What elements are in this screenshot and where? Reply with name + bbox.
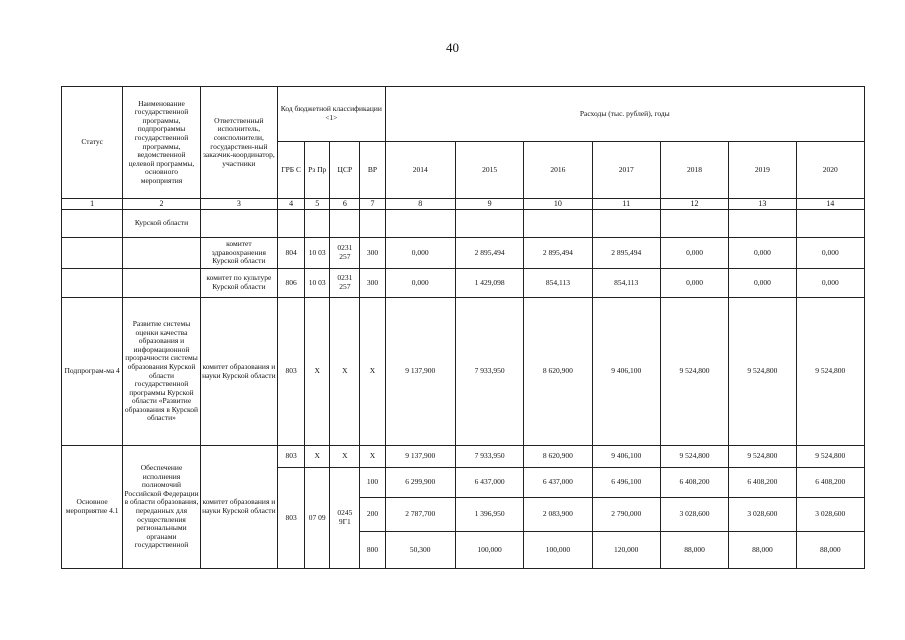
cell-value: 0,000 bbox=[660, 238, 728, 269]
cell-value: 0,000 bbox=[729, 238, 796, 269]
cell-rzpr: 10 03 bbox=[305, 238, 330, 269]
cell-value: 120,000 bbox=[592, 532, 660, 569]
col-index: 9 bbox=[455, 199, 523, 210]
cell-value: 9 524,800 bbox=[729, 298, 796, 446]
col-index: 13 bbox=[729, 199, 796, 210]
col-index: 12 bbox=[660, 199, 728, 210]
row-name: Развитие системы оценки качества образования и информационной прозрачности системы образования Курской области государственной программы Курской области «Развитие образования в Курской области» bbox=[123, 298, 200, 446]
cell-value: 9 524,800 bbox=[796, 446, 864, 468]
cell-rzpr: 10 03 bbox=[305, 269, 330, 298]
header-year: 2016 bbox=[524, 142, 592, 199]
cell-value: 2 895,494 bbox=[455, 238, 523, 269]
cell-value: 854,113 bbox=[524, 269, 592, 298]
cell-value: 9 137,900 bbox=[385, 446, 455, 468]
col-index: 2 bbox=[123, 199, 200, 210]
cell-value: 88,000 bbox=[796, 532, 864, 569]
header-status: Статус bbox=[62, 87, 123, 199]
col-index: 10 bbox=[524, 199, 592, 210]
cell-value: 9 524,800 bbox=[729, 446, 796, 468]
row-responsible: комитет по культуре Курской области bbox=[200, 269, 277, 298]
cell-grbs: 803 bbox=[278, 446, 305, 468]
col-index: 1 bbox=[62, 199, 123, 210]
cell-vr: 200 bbox=[360, 498, 385, 532]
cell-value: 3 028,600 bbox=[729, 498, 796, 532]
cell-vr: 300 bbox=[360, 269, 385, 298]
cell-value: 6 408,200 bbox=[796, 468, 864, 498]
cell-value: 100,000 bbox=[524, 532, 592, 569]
header-row-1 bbox=[62, 87, 865, 142]
cell-csr: 0245 9Г1 bbox=[330, 468, 360, 569]
cell-value: 2 895,494 bbox=[592, 238, 660, 269]
col-index: 3 bbox=[200, 199, 277, 210]
header-year: 2018 bbox=[660, 142, 728, 199]
cell-csr: 0231 257 bbox=[330, 238, 360, 269]
row-name: Обеспечение исполнения полномочий Российской Федерации в области образования, переданных для осуществления региональными органами государственной bbox=[123, 446, 200, 569]
cell-grbs: 806 bbox=[278, 269, 305, 298]
cell-value: 2 083,900 bbox=[524, 498, 592, 532]
cell-value: 0,000 bbox=[729, 269, 796, 298]
cell-value: 8 620,900 bbox=[524, 298, 592, 446]
cell-value: 9 406,100 bbox=[592, 446, 660, 468]
cell-value: 100,000 bbox=[455, 532, 523, 569]
header-grbs: ГРБ С bbox=[278, 142, 305, 199]
column-index-row bbox=[62, 199, 865, 210]
cell-csr: X bbox=[330, 298, 360, 446]
cell-value: 0,000 bbox=[796, 269, 864, 298]
header-year: 2019 bbox=[729, 142, 796, 199]
row-name: Курской области bbox=[123, 210, 200, 238]
col-index: 11 bbox=[592, 199, 660, 210]
cell-value: 9 137,900 bbox=[385, 298, 455, 446]
cell-grbs: 803 bbox=[278, 468, 305, 569]
page-number: 40 bbox=[446, 40, 459, 55]
cell-value: 2 790,000 bbox=[592, 498, 660, 532]
col-index: 4 bbox=[278, 199, 305, 210]
cell-grbs: 804 bbox=[278, 238, 305, 269]
cell-value: 6 408,200 bbox=[729, 468, 796, 498]
cell-value: 8 620,900 bbox=[524, 446, 592, 468]
cell-vr: 100 bbox=[360, 468, 385, 498]
cell-value: 1 396,950 bbox=[455, 498, 523, 532]
cell-value: 9 406,100 bbox=[592, 298, 660, 446]
cell-value: 3 028,600 bbox=[796, 498, 864, 532]
col-index: 7 bbox=[360, 199, 385, 210]
expenses-table bbox=[61, 86, 865, 569]
col-index: 5 bbox=[305, 199, 330, 210]
cell-vr: 300 bbox=[360, 238, 385, 269]
cell-value: 0,000 bbox=[385, 238, 455, 269]
row-responsible: комитет здравоохранения Курской области bbox=[200, 238, 277, 269]
cell-value: 854,113 bbox=[592, 269, 660, 298]
cell-rzpr: X bbox=[305, 298, 330, 446]
cell-value: 7 933,950 bbox=[455, 298, 523, 446]
cell-grbs: 803 bbox=[278, 298, 305, 446]
header-year: 2014 bbox=[385, 142, 455, 199]
col-index: 6 bbox=[330, 199, 360, 210]
cell-value: 9 524,800 bbox=[660, 298, 728, 446]
cell-value: 6 437,000 bbox=[455, 468, 523, 498]
cell-value: 2 787,700 bbox=[385, 498, 455, 532]
header-vr: ВР bbox=[360, 142, 385, 199]
cell-value: 3 028,600 bbox=[660, 498, 728, 532]
header-csr: ЦСР bbox=[330, 142, 360, 199]
row-status: Основное мероприятие 4.1 bbox=[62, 446, 123, 569]
col-index: 14 bbox=[796, 199, 864, 210]
cell-value: 0,000 bbox=[796, 238, 864, 269]
cell-value: 6 299,900 bbox=[385, 468, 455, 498]
header-expenses: Расходы (тыс. рублей), годы bbox=[385, 87, 864, 142]
col-index: 8 bbox=[385, 199, 455, 210]
cell-rzpr: 07 09 bbox=[305, 468, 330, 569]
cell-value: 6 408,200 bbox=[660, 468, 728, 498]
cell-vr: X bbox=[360, 298, 385, 446]
header-name: Наименование государственной программы, подпрограммы государственной программы, ведомственной целевой программы, основного мероприятия bbox=[123, 87, 200, 199]
table-row bbox=[62, 210, 865, 238]
cell-vr: X bbox=[360, 446, 385, 468]
cell-value: 0,000 bbox=[660, 269, 728, 298]
header-budget-code: Код бюджетной классификации <1> bbox=[278, 87, 386, 142]
table-row bbox=[62, 269, 865, 298]
cell-vr: 800 bbox=[360, 532, 385, 569]
cell-value: 7 933,950 bbox=[455, 446, 523, 468]
cell-csr: 0231 257 bbox=[330, 269, 360, 298]
table-row bbox=[62, 298, 865, 446]
cell-value: 1 429,098 bbox=[455, 269, 523, 298]
cell-value: 6 496,100 bbox=[592, 468, 660, 498]
cell-value: 2 895,494 bbox=[524, 238, 592, 269]
table-row bbox=[62, 446, 865, 468]
row-responsible: комитет образования и науки Курской области bbox=[200, 298, 277, 446]
header-year: 2020 bbox=[796, 142, 864, 199]
header-year: 2015 bbox=[455, 142, 523, 199]
cell-value: 0,000 bbox=[385, 269, 455, 298]
row-responsible: комитет образования и науки Курской области bbox=[200, 446, 277, 569]
cell-csr: X bbox=[330, 446, 360, 468]
cell-value: 88,000 bbox=[660, 532, 728, 569]
cell-value: 9 524,800 bbox=[660, 446, 728, 468]
row-status: Подпрограм-ма 4 bbox=[62, 298, 123, 446]
header-responsible: Ответственный исполнитель, соисполнители, государствен-ный заказчик-координатор, участники bbox=[200, 87, 277, 199]
cell-value: 88,000 bbox=[729, 532, 796, 569]
cell-rzpr: X bbox=[305, 446, 330, 468]
header-year: 2017 bbox=[592, 142, 660, 199]
cell-value: 6 437,000 bbox=[524, 468, 592, 498]
cell-value: 9 524,800 bbox=[796, 298, 864, 446]
header-rzpr: Рз Пр bbox=[305, 142, 330, 199]
table-row bbox=[62, 238, 865, 269]
cell-value: 50,300 bbox=[385, 532, 455, 569]
